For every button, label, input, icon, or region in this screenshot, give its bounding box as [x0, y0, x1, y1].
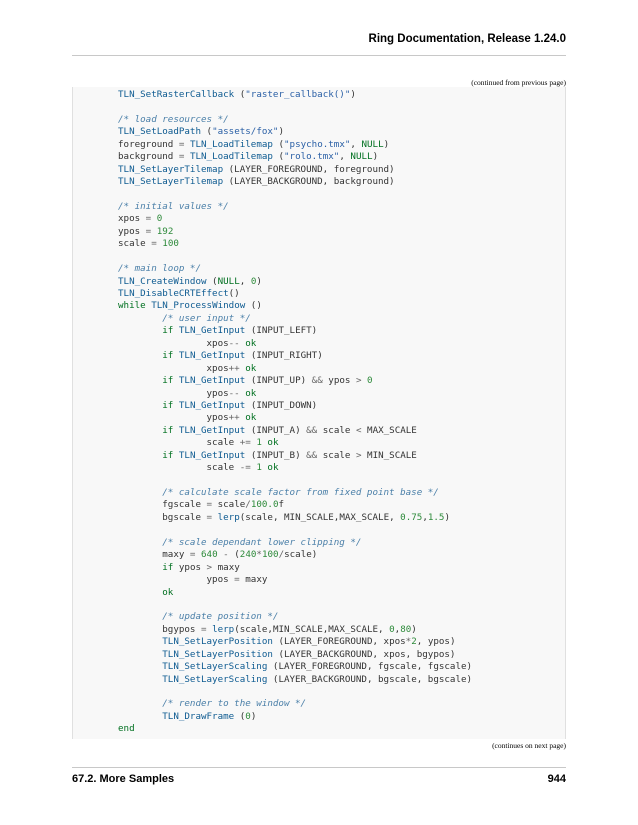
code-token: scale — [317, 449, 356, 461]
code-token — [118, 661, 162, 672]
code-token: xpos — [118, 213, 146, 225]
code-token — [118, 425, 162, 436]
code-line — [118, 114, 472, 126]
code-line — [118, 164, 472, 176]
continued-from-note: (continued from previous page) — [471, 78, 566, 87]
code-token: TLN_DrawFrame — [162, 710, 235, 722]
code-token: /* render to the window */ — [162, 698, 307, 710]
code-line — [118, 189, 472, 201]
code-token: if — [162, 350, 174, 362]
code-token: TLN_LoadTilemap — [189, 138, 273, 150]
code-token: 1.5 — [427, 511, 445, 523]
code-token: ok — [267, 437, 279, 449]
code-token: ( — [200, 126, 213, 138]
code-line — [118, 251, 472, 263]
code-token: () — [245, 300, 262, 312]
code-token — [118, 313, 162, 324]
code-token: ypos — [173, 561, 207, 573]
code-token: TLN_LoadTilemap — [189, 151, 273, 163]
code-token: , — [239, 275, 251, 287]
code-line — [118, 226, 472, 238]
code-token: ( — [234, 710, 246, 722]
code-token: lerp — [217, 511, 240, 523]
code-line — [118, 649, 472, 661]
code-line — [118, 524, 472, 536]
code-token: TLN_DisableCRTEffect — [118, 288, 229, 299]
code-token: && — [306, 449, 318, 461]
code-token: 0 — [250, 275, 257, 287]
code-token: (scale, MIN_SCALE,MAX_SCALE, — [239, 511, 401, 523]
code-token: && — [311, 375, 323, 387]
code-token: NULL — [217, 275, 240, 287]
code-token: ok — [267, 462, 279, 474]
code-line — [118, 661, 472, 673]
code-token: xpos — [118, 362, 229, 374]
code-token: TLN_SetLayerScaling — [162, 673, 268, 685]
code-token: if — [162, 424, 174, 436]
code-token: = — [178, 151, 185, 163]
code-line — [118, 363, 472, 375]
code-line — [118, 350, 472, 362]
code-token: ) — [256, 275, 262, 287]
code-token: f — [278, 499, 285, 511]
code-token: (INPUT_DOWN) — [245, 399, 318, 411]
code-token: if — [162, 375, 174, 387]
code-token: background — [118, 151, 179, 163]
footer-page-number: 944 — [547, 773, 566, 785]
code-token: ( — [206, 275, 218, 287]
code-token: scale — [212, 499, 246, 511]
code-token: = — [206, 499, 213, 511]
code-token: -- — [228, 337, 240, 349]
code-token: scale) — [284, 549, 318, 561]
code-token: 192 — [156, 225, 174, 237]
code-block — [118, 89, 472, 736]
code-token: /* main loop */ — [118, 263, 201, 275]
code-line — [118, 462, 472, 474]
code-line — [118, 636, 472, 648]
code-token: (LAYER_FOREGROUND, xpos — [272, 636, 406, 648]
code-token: = — [145, 225, 152, 237]
code-token: ) — [411, 623, 417, 635]
code-token: TLN_SetLayerScaling — [162, 661, 268, 673]
code-token: += — [239, 437, 251, 449]
code-token: "raster_callback()" — [245, 89, 351, 100]
code-token: TLN_SetLayerTilemap — [118, 176, 224, 188]
code-token: , — [339, 151, 351, 163]
code-token: NULL — [361, 138, 384, 150]
code-token: scale — [317, 424, 356, 436]
code-token: fgscale — [118, 499, 207, 511]
continues-on-note: (continues on next page) — [492, 741, 566, 750]
code-token: ++ — [228, 362, 240, 374]
code-token: = — [178, 138, 185, 150]
code-token: 2 — [411, 636, 417, 648]
code-token: NULL — [350, 151, 373, 163]
code-line — [118, 512, 472, 524]
code-token — [118, 450, 162, 461]
code-token: end — [118, 723, 135, 735]
code-token: if — [162, 561, 174, 573]
code-token: (scale,MIN_SCALE,MAX_SCALE, — [234, 623, 390, 635]
code-token: > — [355, 449, 362, 461]
code-token: = — [189, 549, 196, 561]
code-token — [118, 400, 162, 411]
code-token — [118, 587, 162, 598]
code-token: / — [278, 549, 285, 561]
code-line — [118, 276, 472, 288]
code-token: , — [394, 623, 401, 635]
code-line — [118, 723, 472, 735]
code-line — [118, 562, 472, 574]
code-line — [118, 126, 472, 138]
code-token: "rolo.tmx" — [284, 151, 340, 163]
code-token: /* update position */ — [162, 611, 279, 623]
code-token: = — [151, 238, 157, 250]
code-token: (INPUT_A) — [245, 424, 307, 436]
code-token: (LAYER_BACKGROUND, background) — [223, 176, 395, 188]
code-token: * — [405, 636, 412, 648]
code-token: ( — [272, 138, 285, 150]
code-token: maxy — [239, 574, 268, 586]
code-token: ypos — [322, 375, 356, 387]
code-token: /* calculate scale factor from fixed point base */ — [162, 487, 439, 498]
code-token: (INPUT_RIGHT) — [245, 350, 323, 362]
code-token: 0 — [367, 375, 373, 387]
code-token: ) — [350, 89, 356, 100]
code-token: TLN_GetInput — [178, 375, 246, 387]
code-line — [118, 711, 472, 723]
footer-divider — [72, 767, 566, 768]
code-line — [118, 375, 472, 387]
code-line — [118, 549, 472, 561]
code-token: TLN_GetInput — [178, 424, 246, 436]
page-header-title: Ring Documentation, Release 1.24.0 — [368, 33, 566, 45]
code-line — [118, 313, 472, 325]
code-line — [118, 450, 472, 462]
code-token: 0.75 — [400, 511, 423, 523]
code-line — [118, 425, 472, 437]
code-line — [118, 674, 472, 686]
code-token: , ypos) — [416, 636, 456, 648]
code-token — [118, 611, 162, 622]
code-token — [118, 562, 162, 573]
code-line — [118, 537, 472, 549]
code-token: * — [256, 549, 262, 561]
code-line — [118, 325, 472, 337]
code-token: TLN_GetInput — [178, 449, 246, 461]
code-token: TLN_CreateWindow — [118, 275, 207, 287]
code-token: = — [234, 574, 240, 586]
code-token: /* initial values */ — [118, 200, 229, 212]
code-token: ) — [383, 138, 390, 150]
code-token: 100 — [162, 238, 179, 250]
code-token: if — [162, 399, 174, 411]
code-token: scale — [118, 437, 240, 449]
code-token: -= — [239, 462, 251, 474]
code-line — [118, 139, 472, 151]
code-token: / — [245, 499, 251, 511]
code-line — [118, 263, 472, 275]
code-token: 0 — [156, 213, 163, 225]
code-token: ++ — [228, 412, 240, 424]
code-token: 1 — [256, 437, 262, 449]
code-token: ypos — [118, 412, 229, 424]
code-token: > — [355, 375, 362, 387]
code-token: , — [422, 511, 428, 523]
code-line — [118, 213, 472, 225]
code-line — [118, 388, 472, 400]
code-token: (INPUT_B) — [245, 449, 307, 461]
code-token: TLN_GetInput — [178, 350, 246, 362]
code-token: ok — [245, 412, 257, 424]
code-line — [118, 487, 472, 499]
code-token — [118, 636, 162, 647]
code-token: > — [206, 561, 213, 573]
code-token: TLN_GetInput — [178, 399, 246, 411]
code-token: ypos — [118, 387, 229, 399]
code-token: TLN_SetLayerPosition — [162, 636, 273, 648]
code-token: ) — [250, 710, 257, 722]
code-token: maxy — [212, 561, 240, 573]
code-token: TLN_GetInput — [178, 325, 246, 337]
code-token: "psycho.tmx" — [284, 138, 351, 150]
code-line — [118, 611, 472, 623]
code-token — [118, 649, 162, 660]
footer-section-title: 67.2. More Samples — [72, 773, 175, 785]
code-token: && — [306, 424, 318, 436]
code-token: MAX_SCALE — [361, 424, 417, 436]
code-line — [118, 437, 472, 449]
code-token: xpos — [118, 337, 229, 349]
code-token: foreground — [118, 138, 179, 150]
code-line — [118, 300, 472, 312]
code-token: 0 — [245, 710, 251, 722]
code-line — [118, 574, 472, 586]
code-token: (LAYER_FOREGROUND, foreground) — [223, 163, 395, 175]
code-token: scale — [118, 462, 240, 474]
code-line — [118, 698, 472, 710]
code-token: TLN_SetRasterCallback — [118, 89, 235, 100]
code-token: TLN_ProcessWindow — [151, 300, 246, 312]
code-line — [118, 587, 472, 599]
code-token: ok — [162, 586, 174, 598]
code-line — [118, 400, 472, 412]
code-token: , — [350, 138, 362, 150]
code-token: ok — [245, 362, 257, 374]
code-line — [118, 201, 472, 213]
code-token: if — [162, 325, 174, 337]
code-token: TLN_SetLoadPath — [118, 126, 201, 138]
code-token: 100.0 — [250, 499, 279, 511]
code-line — [118, 624, 472, 636]
code-token: = — [200, 623, 207, 635]
code-line — [118, 89, 472, 101]
code-token: if — [162, 449, 174, 461]
code-token: 240 — [239, 549, 257, 561]
code-token: lerp — [212, 623, 235, 635]
code-token: () — [228, 288, 240, 299]
code-token: 1 — [256, 462, 262, 474]
code-token: -- — [228, 387, 240, 399]
code-line — [118, 499, 472, 511]
code-token: (INPUT_UP) — [245, 375, 312, 387]
code-token — [118, 674, 162, 685]
code-token: 100 — [261, 549, 279, 561]
code-token: scale — [118, 238, 152, 250]
code-token: ) — [278, 126, 284, 138]
code-token: bgypos — [118, 623, 201, 635]
code-token: 0 — [389, 623, 395, 635]
code-token: ( — [272, 151, 285, 163]
code-token: /* scale dependant lower clipping */ — [162, 536, 362, 548]
code-token: bgscale — [118, 511, 207, 523]
code-token: /* user input */ — [162, 312, 251, 324]
code-token: while — [118, 300, 146, 312]
code-token: (LAYER_BACKGROUND, bgscale, bgscale) — [267, 673, 473, 685]
code-line — [118, 238, 472, 250]
code-line — [118, 151, 472, 163]
code-token: ok — [245, 337, 257, 349]
code-token: ypos — [118, 574, 235, 586]
code-line — [118, 176, 472, 188]
code-token: maxy — [118, 549, 190, 561]
code-line — [118, 475, 472, 487]
code-token: = — [206, 511, 213, 523]
code-token: TLN_SetLayerTilemap — [118, 163, 224, 175]
code-token — [118, 350, 162, 361]
code-line — [118, 101, 472, 113]
code-token: MIN_SCALE — [361, 449, 417, 461]
header-divider — [72, 55, 566, 56]
code-token: (INPUT_LEFT) — [245, 325, 318, 337]
code-token: 80 — [400, 623, 412, 635]
code-line — [118, 288, 472, 300]
code-token — [118, 537, 162, 548]
code-token — [118, 698, 162, 709]
code-token: = — [145, 213, 152, 225]
code-token: TLN_SetLayerPosition — [162, 648, 273, 660]
code-token: (LAYER_BACKGROUND, xpos, bgypos) — [272, 648, 456, 660]
code-token: "assets/fox" — [212, 126, 279, 138]
code-token: < — [355, 424, 362, 436]
code-token: /* load resources */ — [118, 113, 229, 125]
code-token: ( — [234, 89, 246, 100]
code-token: - — [223, 549, 229, 561]
code-token — [118, 487, 162, 498]
code-token: ok — [245, 387, 257, 399]
code-token: ) — [444, 511, 451, 523]
code-token: ypos — [118, 225, 146, 237]
code-line — [118, 686, 472, 698]
code-token: (LAYER_FOREGROUND, fgscale, fgscale) — [267, 661, 473, 673]
code-token — [118, 375, 162, 386]
code-token: ) — [372, 151, 379, 163]
code-line — [118, 338, 472, 350]
code-token — [118, 325, 162, 336]
code-token: ( — [228, 549, 240, 561]
code-line — [118, 412, 472, 424]
code-line — [118, 599, 472, 611]
code-token: 640 — [201, 549, 218, 561]
code-token — [118, 711, 162, 722]
